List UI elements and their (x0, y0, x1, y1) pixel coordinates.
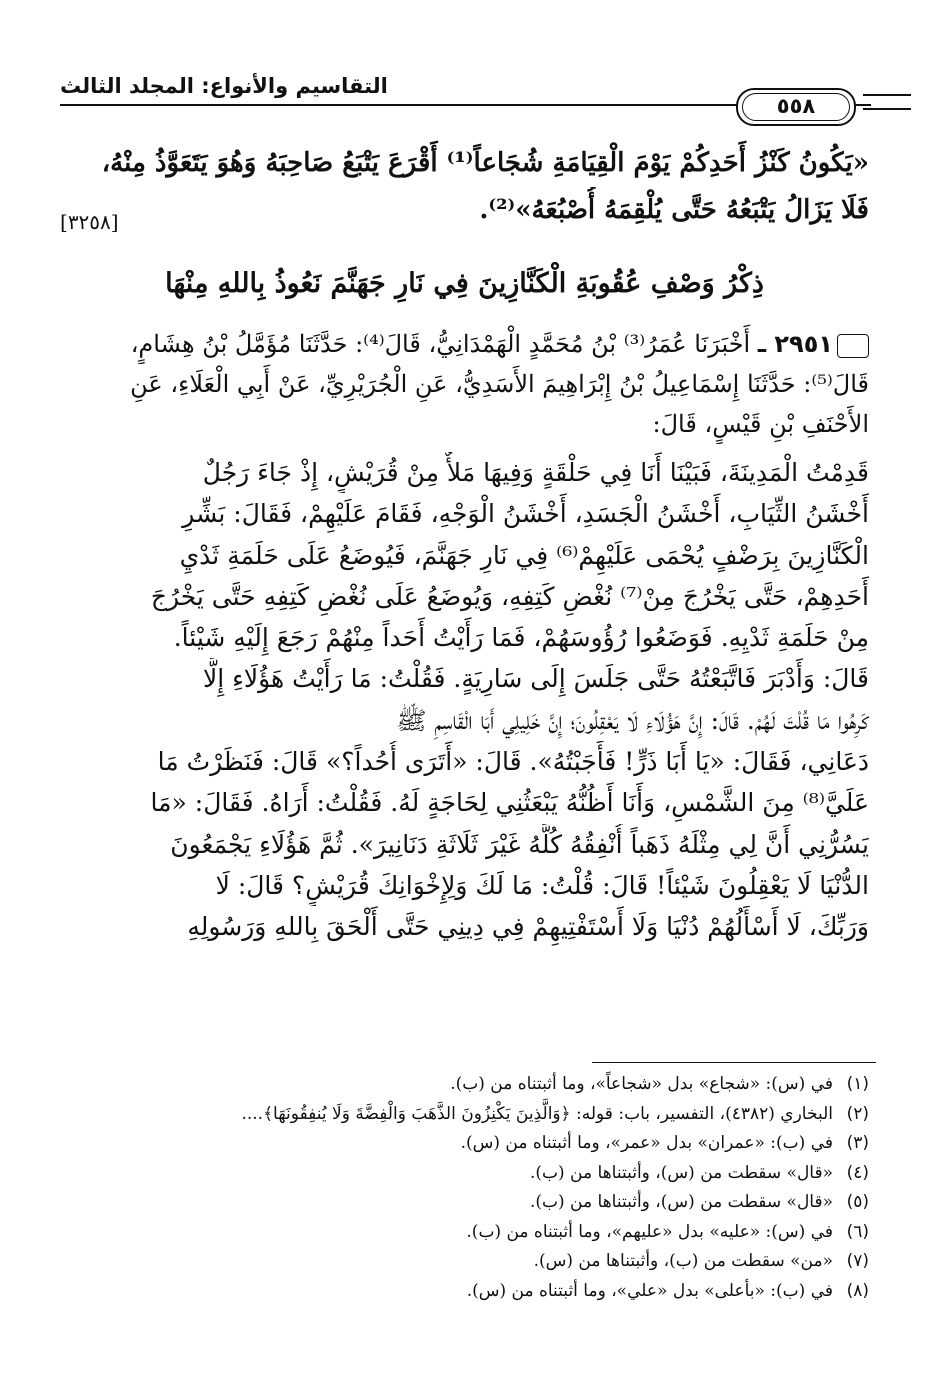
body-line: الْكَنَّازِينَ بِرَضْفٍ يُحْمَى عَلَيْهِمْ⁽⁶⁾ فِي نَارِ جَهَنَّمَ، فَيُوضَعُ عَلَى حَلَمَةِ ثَدْيِ (179, 540, 869, 570)
footnote-number: (٦) (846, 1221, 869, 1242)
header-double-rule (863, 94, 911, 110)
body-line: أَحَدِهِمْ، حَتَّى يَخْرُجَ مِنْ⁽⁷⁾ نُغْضِ كَتِفِهِ، وَيُوضَعُ عَلَى نُغْضِ كَتِفِهِ حَتَّى يَخْرُجَ (150, 581, 869, 611)
footnote-text: «من» سقطت من (ب)، وأثبتناها من (س). (533, 1251, 833, 1271)
footnote-number: (١) (846, 1074, 869, 1094)
body-line: وَرَبِّكَ، لَا أَسْأَلُهُمْ دُنْيَا وَلَا أَسْتَفْتِيهِمْ فِي دِينِي حَتَّى أَلْحَقَ بِاللهِ وَرَسُولِهِ (187, 912, 869, 942)
body-line: الدُّنْيَا لَا يَعْقِلُونَ شَيْئاً! قَالَ: قُلْتُ: مَا لَكَ وَلِإِخْوَانِكَ قُرَيْشٍ؟ قَالَ: لَا (215, 870, 869, 900)
chapter-heading: ذِكْرُ وَصْفِ عُقُوبَةِ الْكَنَّازِينَ فِي نَارِ جَهَنَّمَ نَعُوذُ بِاللهِ مِنْهَا (165, 268, 764, 299)
footnote (60, 1159, 869, 1189)
footnote-number: (٣) (846, 1133, 869, 1153)
isnad-line (60, 324, 869, 364)
isnad-block (60, 324, 869, 444)
footnote (60, 1129, 869, 1159)
footnote (60, 1070, 869, 1100)
footnote-number: (٢) (846, 1103, 869, 1124)
footnote-text: «قال» سقطت من (س)، وأثبتناها من (ب). (529, 1192, 833, 1212)
footnote-text: البخاري (٤٣٨٢)، التفسير، باب: قوله: ﴿وَالَّذِينَ يَكْنِزُونَ الذَّهَبَ وَالْفِضَّةَ وَلَا يُنفِقُونَهَا﴾.... (241, 1103, 833, 1124)
footnote-number: (٤) (846, 1162, 869, 1183)
hadith-line: «يَكُونُ كَنْزُ أَحَدِكُمْ يَوْمَ الْقِيَامَةِ شُجَاعاً⁽¹⁾ أَقْرَعَ يَتْبَعُ صَاحِبَهُ وَهُوَ يَتَعَوَّذُ مِنْهُ، (101, 148, 869, 178)
body-line: كَرِهُوا مَا قُلْتَ لَهُمْ. قَالَ: إِنَّ هَؤُلَاءِ لَا يَعْقِلُونَ؛ إِنَّ خَلِيلِي أَبَا الْقَاسِمِ ﷺ (396, 705, 869, 735)
footnote-text: «قال» سقطت من (س)، وأثبتناها من (ب). (529, 1162, 833, 1183)
page-header (60, 66, 911, 126)
isnad-line: قَالَ⁽⁵⁾: حَدَّثَنَا إِسْمَاعِيلُ بْنُ إِبْرَاهِيمَ الأَسَدِيُّ، عَنِ الْجُرَيْرِيِّ، عَنْ أَبِي الْعَلَاءِ، عَنِ (130, 370, 869, 398)
hadith-reference: [٣٢٥٨] (60, 210, 119, 234)
hadith-continuation (60, 140, 869, 234)
body-line: دَعَانِي، فَقَالَ: «يَا أَبَا ذَرٍّ! فَأَجَبْتُهُ». قَالَ: «أَتَرَى أُحُداً؟» قَالَ: فَنَظَرْتُ مَا (157, 747, 869, 777)
footnote-text: في (س): «عليه» بدل «عليهم»، وما أثبتناه من (ب). (466, 1221, 833, 1242)
page-number: ٥٥٨ (742, 93, 850, 121)
footnote-text: في (ب): «بأعلى» بدل «علي»، وما أثبتناه من (س). (466, 1280, 833, 1301)
hadith-line: فَلَا يَزَالُ يَتْبَعُهُ حَتَّى يُلْقِمَهُ أُصْبُعَهُ»⁽²⁾. (479, 195, 869, 225)
body-line: أَخْشَنُ الثِّيَابِ، أَخْشَنُ الْجَسَدِ، أَخْشَنُ الْوَجْهِ، فَقَامَ عَلَيْهِمْ، فَقَالَ: بَشِّرِ (182, 499, 869, 529)
hadith-marker-icon (837, 334, 869, 358)
footnote-text: في (س): «شجاع» بدل «شجاعاً»، وما أثبتناه من (ب). (450, 1074, 833, 1094)
page-number-frame (736, 88, 856, 126)
hadith-body (60, 452, 869, 948)
body-line: مِنْ حَلَمَةِ ثَدْيِهِ. فَوَضَعُوا رُؤُوسَهُمْ، فَمَا رَأَيْتُ أَحَداً مِنْهُمْ رَجَعَ إِلَيْهِ شَيْئاً. (173, 623, 869, 653)
body-line: قَالَ: وَأَدْبَرَ فَاتَّبَعْتُهُ حَتَّى جَلَسَ إِلَى سَارِيَةٍ. فَقُلْتُ: مَا رَأَيْتُ هَؤُلَاءِ إِلَّا (202, 664, 869, 694)
footnote (60, 1247, 869, 1277)
footnote-separator (592, 1062, 876, 1063)
footnote-text: في (ب): «عمران» بدل «عمر»، وما أثبتناه من (س). (460, 1133, 833, 1153)
footnote (60, 1277, 869, 1307)
footnote-number: (٨) (846, 1280, 869, 1301)
footnote (60, 1218, 869, 1248)
isnad-line: الأَحْنَفِ بْنِ قَيْسٍ، قَالَ: (652, 410, 869, 438)
hadith-number: ٢٩٥١ ـ (757, 330, 833, 358)
body-line: عَلَيَّ⁽⁸⁾ مِنَ الشَّمْسِ، وَأَنَا أَظُنُّهُ يَبْعَثُنِي لِحَاجَةٍ لَهُ. فَقُلْتُ: أَرَاهُ. فَقَالَ: «مَا (150, 788, 869, 818)
footnote-number: (٥) (846, 1192, 869, 1212)
body-line: قَدِمْتُ الْمَدِينَةَ، فَبَيْنَا أَنَا فِي حَلْقَةٍ وَفِيهَا مَلأٌ مِنْ قُرَيْشٍ، إِذْ جَاءَ رَجُلٌ (202, 458, 869, 487)
body-line: يَسُرُّنِي أَنَّ لِي مِثْلَهُ ذَهَباً أُنْفِقُهُ كُلَّهُ غَيْرَ ثَلَاثَةِ دَنَانِيرَ». ثُمَّ هَؤُلَاءِ يَجْمَعُونَ (170, 829, 869, 859)
isnad-text: أَخْبَرَنَا عُمَرُ⁽³⁾ بْنُ مُحَمَّدٍ الْهَمْدَانِيُّ، قَالَ⁽⁴⁾: حَدَّثَنَا مُؤَمَّلُ بْنُ هِشَامٍ، (130, 330, 751, 358)
running-title: التقاسيم والأنواع: المجلد الثالث (60, 74, 388, 98)
footnote (60, 1100, 869, 1130)
footnote-number: (٧) (846, 1251, 869, 1271)
footnote (60, 1188, 869, 1218)
footnotes (60, 1070, 869, 1306)
